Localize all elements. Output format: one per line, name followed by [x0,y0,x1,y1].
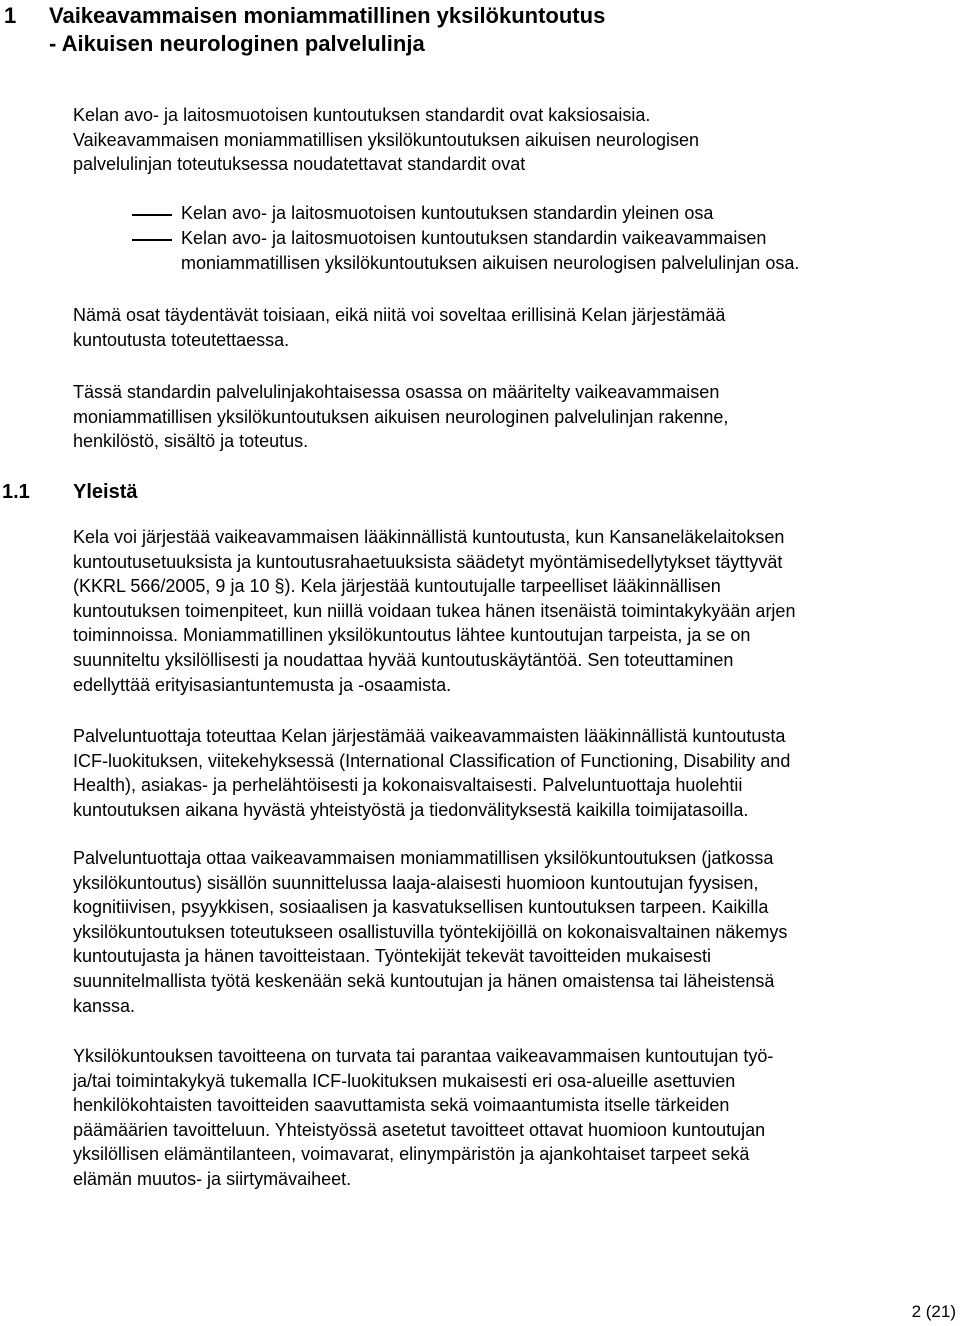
bullet-item: Kelan avo- ja laitosmuotoisen kuntoutuksen standardin yleinen osa [181,203,714,223]
bullet-dash-icon [132,239,172,241]
section-paragraph: Kela voi järjestää vaikeavammaisen lääkinnällistä kuntoutusta, kun Kansaneläkelaitoksen kuntoutusetuuksista ja kuntoutusrahaetuuksista säädetyt myöntämisedellytykset täyttyvät (KKRL 566/2005, 9 ja 10 §). Kela järjestää kuntoutujalle tarpeelliset lääkinnällisen kuntoutuksen toimenpiteet, kun niillä voidaan tukea hänen itsenäistä toimintakykyään arjen toiminnoissa. Moniammatillinen yksilökuntoutus lähtee kuntoutujan tarpeista, ja se on suunniteltu yksilöllisesti ja noudattaa hyvää kuntoutuskäytäntöä. Sen toteuttaminen edellyttää erityisasiantuntemusta ja -osaamista. [73,527,796,695]
intro-paragraph: Nämä osat täydentävät toisiaan, eikä niitä voi soveltaa erillisinä Kelan järjestämää kuntoutusta toteutettaessa. [73,305,726,350]
page-number: 2 (21) [911,1302,956,1321]
bullet-dash-icon [132,214,172,216]
intro-paragraph: Tässä standardin palvelulinjakohtaisessa osassa on määritelty vaikeavammaisen moniammatillisen yksilökuntoutuksen aikuisen neurologinen palvelulinjan rakenne, henkilöstö, sisältö ja toteutus. [73,382,729,452]
section-number: 1.1 [2,481,30,503]
section-paragraph: Palveluntuottaja toteuttaa Kelan järjestämää vaikeavammaisten lääkinnällistä kuntoutusta ICF-luokituksen, viitekehyksessä (International Classification of Functioning, Disability and Health), asiakas- ja perhelähtöisesti ja kokonaisvaltaisesti. Palveluntuottaja huolehtii kuntoutuksen aikana hyvästä yhteistyöstä ja tiedonvälityksestä kaikilla toimijatasoilla. [73,726,791,820]
section-paragraph: Yksilökuntouksen tavoitteena on turvata tai parantaa vaikeavammaisen kuntoutujan työ- ja/tai toimintakykyä tukemalla ICF-luokituksen mukaisesti eri osa-alueille asettuvien henkilökohtaisten tavoitteiden saavuttamista sekä voimaantumista itselle tärkeiden päämäärien tavoitteluun. Yhteistyössä asetetut tavoitteet ottavat huomioon kuntoutujan yksilöllisen elämäntilanteen, voimavarat, elinympäristön ja ajankohtaiset tarpeet sekä elämän muutos- ja siirtymävaiheet. [73,1046,774,1189]
bullet-item: Kelan avo- ja laitosmuotoisen kuntoutuksen standardin vaikeavammaisen moniammatillisen yksilökuntoutuksen aikuisen neurologisen palvelulinjan osa. [181,228,800,273]
intro-paragraph: Kelan avo- ja laitosmuotoisen kuntoutuksen standardit ovat kaksiosaisia. Vaikeavammaisen moniammatillisen yksilökuntoutuksen aikuisen neurologisen palvelulinjan toteutuksessa noudatettavat standardit ovat [73,105,699,175]
page-subtitle: - Aikuisen neurologinen palvelulinja [49,31,425,56]
section-paragraph: Palveluntuottaja ottaa vaikeavammaisen moniammatillisen yksilökuntoutuksen (jatkossa yksilökuntoutus) sisällön suunnittelussa laaja-alaisesti huomioon kuntoutujan fyysisen, kognitiivisen, psyykkisen, sosiaalisen ja kasvatuksellisen kuntoutuksen tarpeen. Kaikilla yksilökuntoutuksen toteutukseen osallistuvilla työntekijöillä on kokonaisvaltainen näkemys kuntoutujasta ja hänen tavoitteistaan. Työntekijät tekevät tavoitteiden mukaisesti suunnitelmallista työtä keskenään sekä kuntoutujan ja hänen omaistensa tai läheistensä kanssa. [73,848,788,1016]
page-title: Vaikeavammaisen moniammatillinen yksilökuntoutus [49,3,606,28]
heading-number: 1 [4,3,17,28]
section-title: Yleistä [73,481,138,503]
